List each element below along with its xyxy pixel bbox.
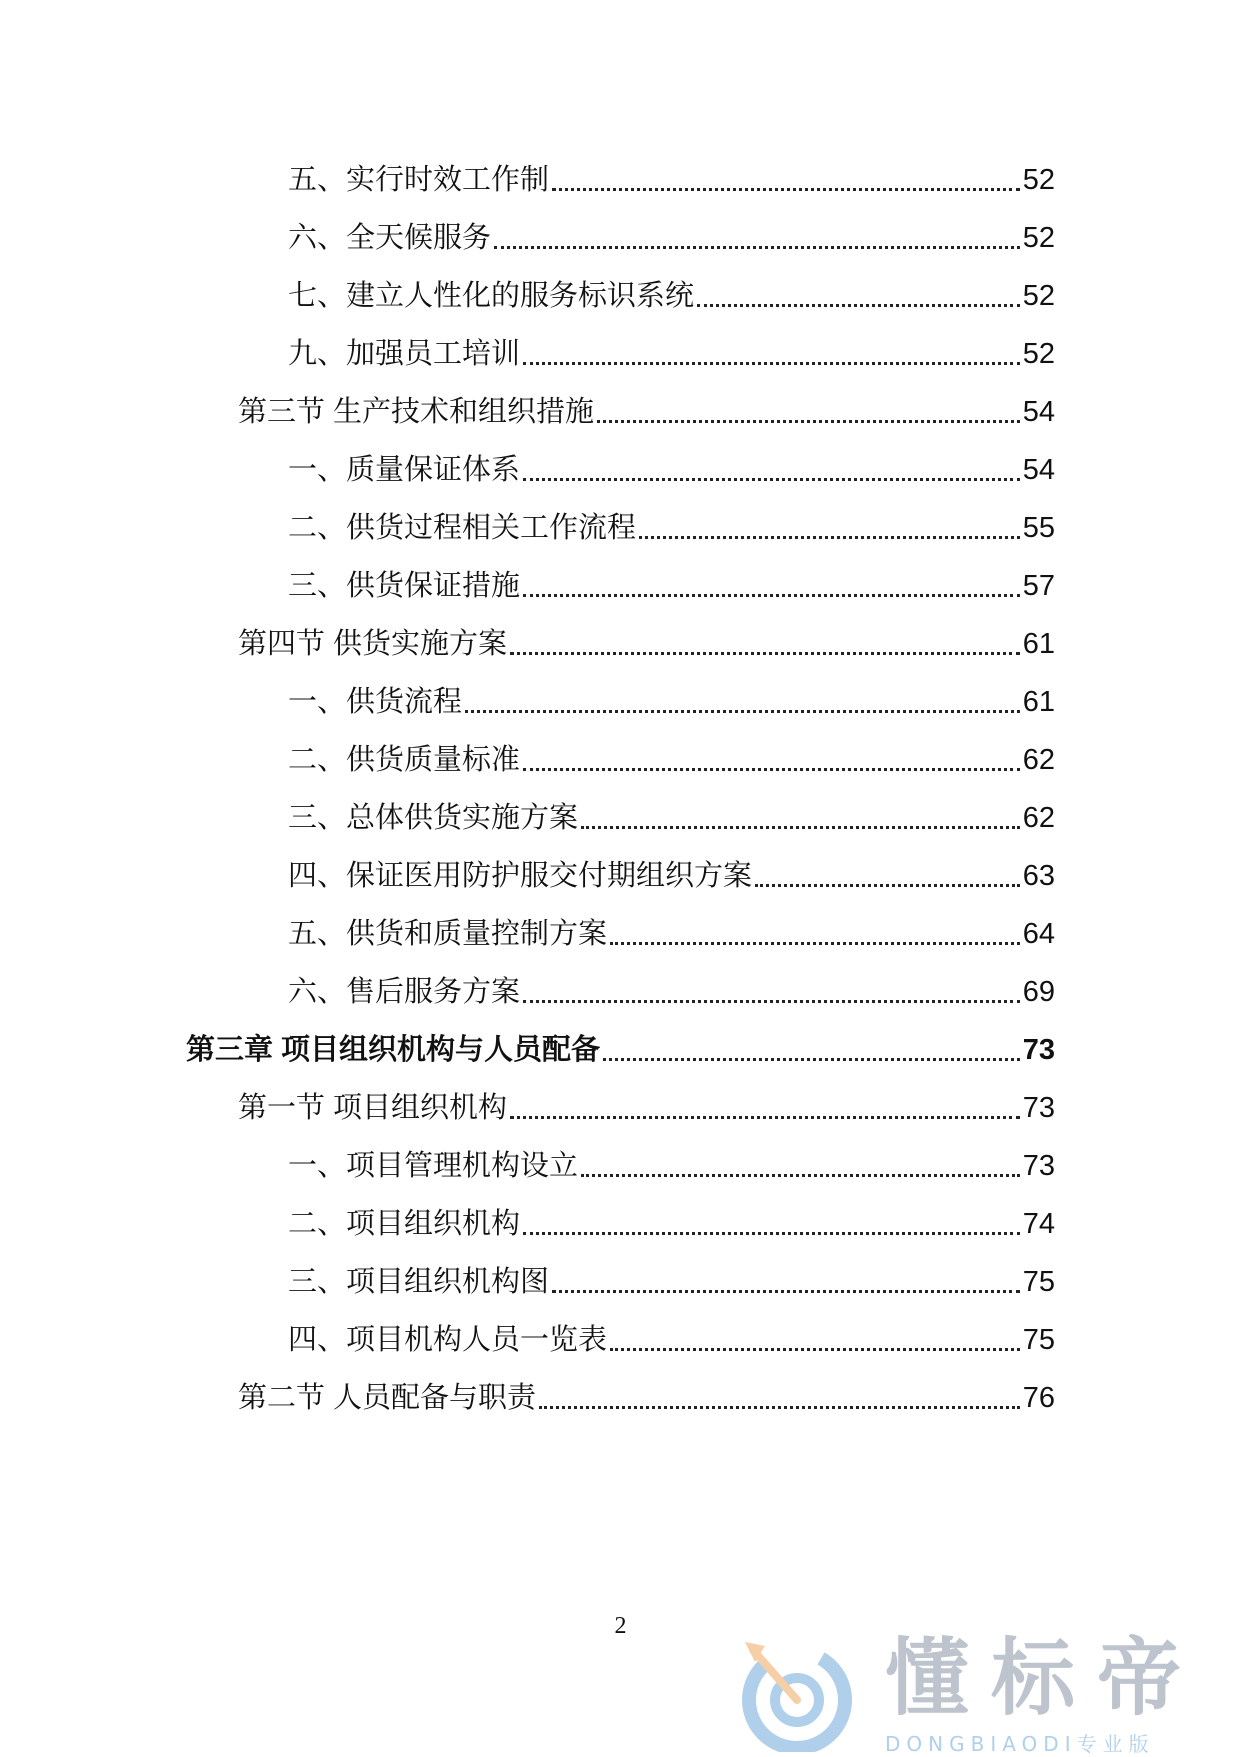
- toc-entry-title: 六、全天候服务: [288, 222, 492, 254]
- toc-dot-leader: [510, 652, 1020, 655]
- toc-entry-title: 五、实行时效工作制: [288, 164, 550, 196]
- toc-entry-page: 52: [1022, 164, 1055, 196]
- toc-entry-page: 54: [1022, 454, 1055, 486]
- toc-entry-title: 四、保证医用防护服交付期组织方案: [288, 860, 753, 892]
- toc-dot-leader: [581, 1174, 1020, 1177]
- toc-entry-title: 三、总体供货实施方案: [288, 802, 579, 834]
- toc-entry-title: 二、项目组织机构: [288, 1208, 521, 1240]
- toc-dot-leader: [755, 884, 1020, 887]
- toc-entry-page: 62: [1022, 744, 1055, 776]
- toc-entry-title: 二、供货过程相关工作流程: [288, 512, 637, 544]
- toc-entry-title: 第三章 项目组织机构与人员配备: [186, 1034, 601, 1066]
- toc-dot-leader: [610, 1348, 1020, 1351]
- toc-entry-page: 73: [1022, 1092, 1055, 1124]
- toc-entry-page: 63: [1022, 860, 1055, 892]
- toc-entry-title: 一、项目管理机构设立: [288, 1150, 579, 1182]
- toc-entry-title: 第三节 生产技术和组织措施: [238, 396, 595, 428]
- watermark-brand: 懂标帝: [885, 1629, 1204, 1727]
- toc-entry[interactable]: [288, 218, 1055, 258]
- toc-dot-leader: [581, 826, 1020, 829]
- toc-entry-title: 二、供货质量标准: [288, 744, 521, 776]
- toc-dot-leader: [597, 420, 1020, 423]
- toc-entry[interactable]: [288, 1320, 1055, 1360]
- toc-entry-title: 四、项目机构人员一览表: [288, 1324, 608, 1356]
- toc-entry-page: 61: [1022, 686, 1055, 718]
- toc-entry[interactable]: [288, 856, 1055, 896]
- toc-entry[interactable]: [288, 798, 1055, 838]
- toc-dot-leader: [523, 594, 1020, 597]
- toc-dot-leader: [494, 246, 1020, 249]
- toc-dot-leader: [610, 942, 1020, 945]
- toc-dot-leader: [510, 1116, 1020, 1119]
- toc-entry[interactable]: [288, 566, 1055, 606]
- toc-entry-page: 73: [1022, 1150, 1055, 1182]
- toc-entry-title: 五、供货和质量控制方案: [288, 918, 608, 950]
- toc-entry-title: 七、建立人性化的服务标识系统: [288, 280, 695, 312]
- toc-entry[interactable]: [288, 334, 1055, 374]
- toc-entry-page: 52: [1022, 338, 1055, 370]
- toc-entry-page: 74: [1022, 1208, 1055, 1240]
- page-number: 2: [614, 1613, 627, 1639]
- toc-entry[interactable]: [288, 450, 1055, 490]
- toc-dot-leader: [523, 1000, 1020, 1003]
- toc-dot-leader: [523, 768, 1020, 771]
- toc-entry[interactable]: [288, 1262, 1055, 1302]
- toc-entry[interactable]: [288, 160, 1055, 200]
- toc-entry-page: 54: [1022, 396, 1055, 428]
- toc-entry-page: 61: [1022, 628, 1055, 660]
- toc-entry-page: 69: [1022, 976, 1055, 1008]
- toc-section-entry[interactable]: [238, 1088, 1055, 1128]
- toc-dot-leader: [603, 1058, 1020, 1061]
- toc-entry-page: 55: [1022, 512, 1055, 544]
- toc-entry-page: 52: [1022, 280, 1055, 312]
- toc-dot-leader: [523, 1232, 1020, 1235]
- toc-entry-page: 76: [1022, 1382, 1055, 1414]
- toc-entry[interactable]: [288, 682, 1055, 722]
- toc-entry-page: 62: [1022, 802, 1055, 834]
- watermark: [735, 1628, 1235, 1754]
- toc-entry[interactable]: [288, 972, 1055, 1012]
- toc-section-entry[interactable]: [238, 624, 1055, 664]
- toc-entry-title: 六、售后服务方案: [288, 976, 521, 1008]
- toc-entry-title: 三、供货保证措施: [288, 570, 521, 602]
- toc-entry-title: 三、项目组织机构图: [288, 1266, 550, 1298]
- toc-dot-leader: [552, 188, 1020, 191]
- toc-entry[interactable]: [288, 1146, 1055, 1186]
- toc-entry-title: 一、供货流程: [288, 686, 463, 718]
- toc-entry-page: 57: [1022, 570, 1055, 602]
- toc-entry[interactable]: [288, 1204, 1055, 1244]
- toc-section-entry[interactable]: [238, 392, 1055, 432]
- toc-entry[interactable]: [288, 740, 1055, 780]
- toc-entry-title: 一、质量保证体系: [288, 454, 521, 486]
- toc-entry[interactable]: [288, 914, 1055, 954]
- toc-dot-leader: [523, 478, 1020, 481]
- toc-section-entry[interactable]: [238, 1378, 1055, 1418]
- toc-dot-leader: [697, 304, 1020, 307]
- toc-entry-page: 64: [1022, 918, 1055, 950]
- toc-entry-title: 第四节 供货实施方案: [238, 628, 508, 660]
- toc-entry-page: 73: [1022, 1034, 1055, 1066]
- toc-dot-leader: [552, 1290, 1020, 1293]
- toc-entry[interactable]: [288, 508, 1055, 548]
- toc-chapter-entry[interactable]: [186, 1030, 1055, 1070]
- toc-entry-page: 52: [1022, 222, 1055, 254]
- toc-entry-title: 第二节 人员配备与职责: [238, 1382, 537, 1414]
- toc-dot-leader: [465, 710, 1020, 713]
- toc-entry-title: 九、加强员工培训: [288, 338, 521, 370]
- toc-dot-leader: [639, 536, 1020, 539]
- toc-dot-leader: [523, 362, 1020, 365]
- toc-entry-title: 第一节 项目组织机构: [238, 1092, 508, 1124]
- target-logo-icon: [735, 1634, 865, 1752]
- toc-entry-page: 75: [1022, 1266, 1055, 1298]
- toc-entry[interactable]: [288, 276, 1055, 316]
- toc-entry-page: 75: [1022, 1324, 1055, 1356]
- watermark-subtitle: DONGBIAODI专业版: [885, 1732, 1155, 1756]
- toc-dot-leader: [539, 1406, 1020, 1409]
